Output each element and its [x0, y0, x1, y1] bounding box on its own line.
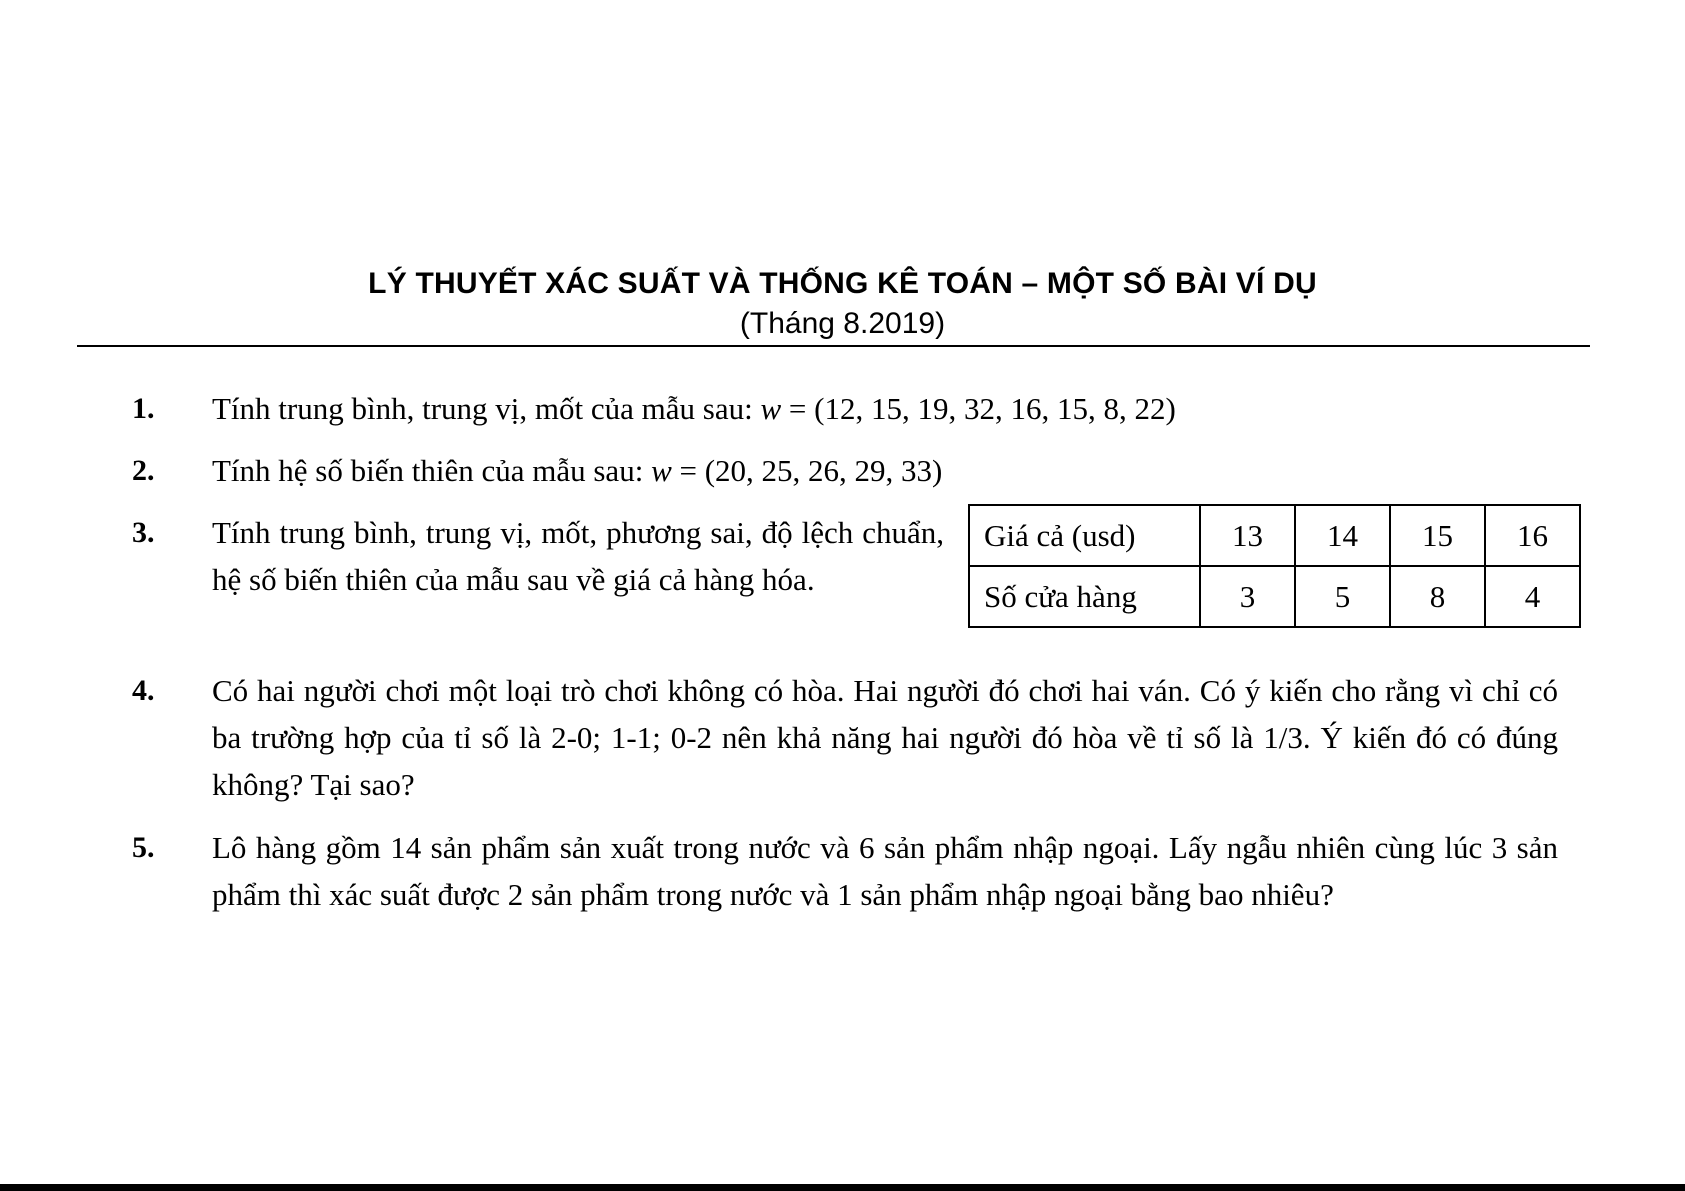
- sample-variable: w: [651, 453, 672, 488]
- exercise-number: 2.: [132, 454, 155, 487]
- header-divider: [77, 345, 1590, 347]
- table-cell: 14: [1295, 505, 1390, 566]
- exercise-text: Tính trung bình, trung vị, mốt, phương sai, độ lệch chuẩn, hệ số biến thiên của mẫu sau về giá cả hàng hóa.: [212, 515, 944, 597]
- exercise-number: 4.: [132, 674, 155, 707]
- table-cell: 8: [1390, 566, 1485, 627]
- exercise-text: Có hai người chơi một loại trò chơi không có hòa. Hai người đó chơi hai ván. Có ý kiến cho rằng vì chỉ có ba trường hợp của tỉ số là 2-0; 1-1; 0-2 nên khả năng hai người đó hòa về tỉ số là 1/3. Ý kiến đó có đúng không? Tại sao?: [212, 673, 1558, 802]
- exercise-text: Lô hàng gồm 14 sản phẩm sản xuất trong nước và 6 sản phẩm nhập ngoại. Lấy ngẫu nhiên cùng lúc 3 sản phẩm thì xác suất được 2 sản phẩm trong nước và 1 sản phẩm nhập ngoại bằng bao nhiêu?: [212, 830, 1558, 912]
- sample-variable: w: [760, 391, 782, 426]
- table-row-header: Số cửa hàng: [969, 566, 1200, 627]
- exercise-text: [212, 385, 1558, 432]
- table-cell: 16: [1485, 505, 1580, 566]
- exercise-number: 5.: [132, 831, 155, 864]
- exercise-text-prefix: Tính trung bình, trung vị, mốt của mẫu sau:: [212, 391, 761, 426]
- table-cell: 15: [1390, 505, 1485, 566]
- sample-values: = (20, 25, 26, 29, 33): [671, 453, 943, 488]
- table-row: [969, 566, 1580, 627]
- document-title: LÝ THUYẾT XÁC SUẤT VÀ THỐNG KÊ TOÁN – MỘT SỐ BÀI VÍ DỤ: [368, 267, 1317, 300]
- exercise-number: 3.: [132, 516, 155, 549]
- exercise-number: 1.: [132, 392, 155, 425]
- sample-values: = (12, 15, 19, 32, 16, 15, 8, 22): [781, 391, 1176, 426]
- table-cell: 3: [1200, 566, 1295, 627]
- table-row: [969, 505, 1580, 566]
- table-cell: 5: [1295, 566, 1390, 627]
- table-cell: 4: [1485, 566, 1580, 627]
- exercise-text: [212, 447, 1558, 494]
- table-row-header: Giá cả (usd): [969, 505, 1200, 566]
- price-store-table: [968, 504, 1581, 628]
- table-cell: 13: [1200, 505, 1295, 566]
- document-date: (Tháng 8.2019): [739, 307, 946, 340]
- bottom-border: [0, 1184, 1685, 1191]
- exercise-text-prefix: Tính hệ số biến thiên của mẫu sau:: [212, 453, 652, 488]
